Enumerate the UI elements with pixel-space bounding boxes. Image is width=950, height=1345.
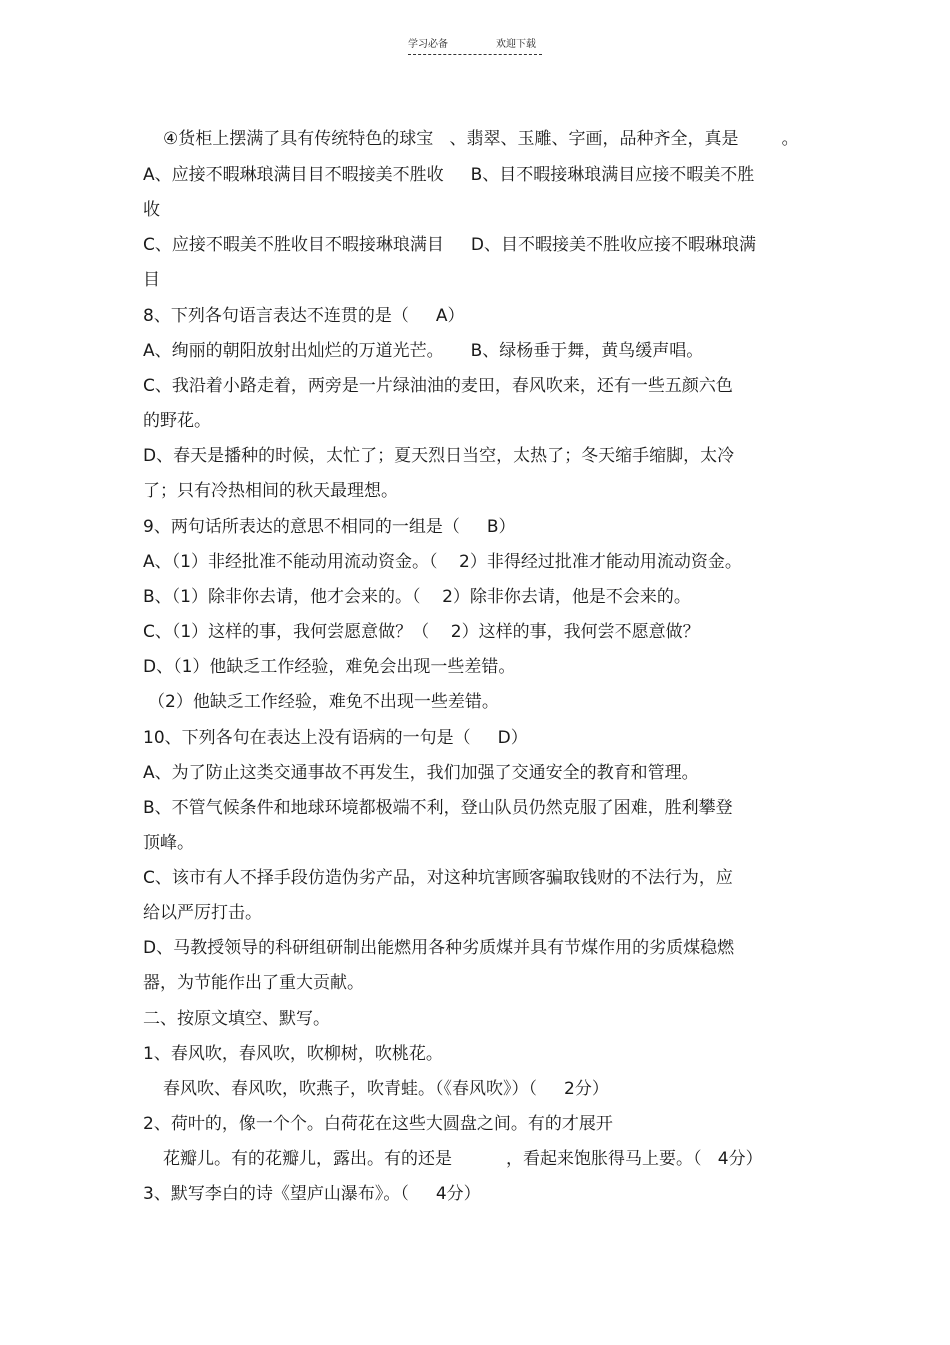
text-line: 了；只有冷热相间的秋天最理想。 — [143, 481, 398, 501]
section-heading: 二、按原文填空、默写。 — [143, 1009, 330, 1029]
text-line: 目 — [143, 270, 160, 290]
header-divider — [408, 54, 542, 55]
text-line: D、春天是播种的时候，太忙了；夏天烈日当空，太热了；冬天缩手缩脚，太冷 — [143, 446, 735, 466]
text-line: A、（1）非经批准不能动用流动资金。（ 2）非得经过批准才能动用流动资金。 — [143, 552, 742, 572]
question-10: 10、下列各句在表达上没有语病的一句是（ D） — [143, 728, 528, 748]
text-line: A、应接不暇琳琅满目目不暇接美不胜收 B、目不暇接琳琅满目应接不暇美不胜 — [143, 165, 755, 185]
question-9: 9、两句话所表达的意思不相同的一组是（ B） — [143, 517, 516, 537]
text-line: D、马教授领导的科研组研制出能燃用各种劣质煤并具有节煤作用的劣质煤稳燃 — [143, 938, 735, 958]
text-line: 器，为节能作出了重大贡献。 — [143, 973, 364, 993]
text-line: C、该市有人不择手段仿造伪劣产品，对这种坑害顾客骗取钱财的不法行为，应 — [143, 868, 733, 888]
text-line: 给以严厉打击。 — [143, 903, 262, 923]
text-line: （2）他缺乏工作经验，难免不出现一些差错。 — [148, 692, 499, 712]
text-line: 收 — [143, 200, 160, 220]
text-line: 3、默写李白的诗《望庐山瀑布》。（ 4分） — [143, 1184, 481, 1204]
text-line: A、绚丽的朝阳放射出灿烂的万道光芒。 B、绿杨垂于舞，黄鸟缓声唱。 — [143, 341, 704, 361]
text-line: 春风吹、春风吹，吹燕子，吹青蛙。（《春风吹》）（ 2分） — [163, 1079, 609, 1099]
text-line: B、不管气候条件和地球环境都极端不利，登山队员仍然克服了困难，胜利攀登 — [143, 798, 733, 818]
text-line: C、（1）这样的事，我何尝愿意做？（ 2）这样的事，我何尝不愿意做？ — [143, 622, 700, 642]
text-line: 的野花。 — [143, 411, 211, 431]
page-header — [0, 38, 950, 62]
text-line: ④货柜上摆满了具有传统特色的球宝 、翡翠、玉雕、字画，品种齐全，真是 。 — [163, 129, 799, 149]
text-line: 2、荷叶的，像一个个。白荷花在这些大圆盘之间。有的才展开 — [143, 1114, 613, 1134]
header-left-text: 学习必备 — [408, 39, 448, 50]
text-line: 顶峰。 — [143, 833, 194, 853]
text-line: C、应接不暇美不胜收目不暇接琳琅满目 D、目不暇接美不胜收应接不暇琳琅满 — [143, 235, 756, 255]
text-line: D、（1）他缺乏工作经验，难免会出现一些差错。 — [143, 657, 516, 677]
question-8: 8、下列各句语言表达不连贯的是（ A） — [143, 306, 465, 326]
header-right-text: 欢迎下载 — [496, 39, 536, 50]
text-line: 1、春风吹，春风吹，吹柳树，吹桃花。 — [143, 1044, 443, 1064]
text-line: C、我沿着小路走着，两旁是一片绿油油的麦田，春风吹来，还有一些五颜六色 — [143, 376, 733, 396]
text-line: A、为了防止这类交通事故不再发生，我们加强了交通安全的教育和管理。 — [143, 763, 699, 783]
text-line: 花瓣儿。有的花瓣儿，露出。有的还是 ，看起来饱胀得马上要。（ 4分） — [163, 1149, 763, 1169]
text-line: B、（1）除非你去请，他才会来的。（ 2）除非你去请，他是不会来的。 — [143, 587, 691, 607]
